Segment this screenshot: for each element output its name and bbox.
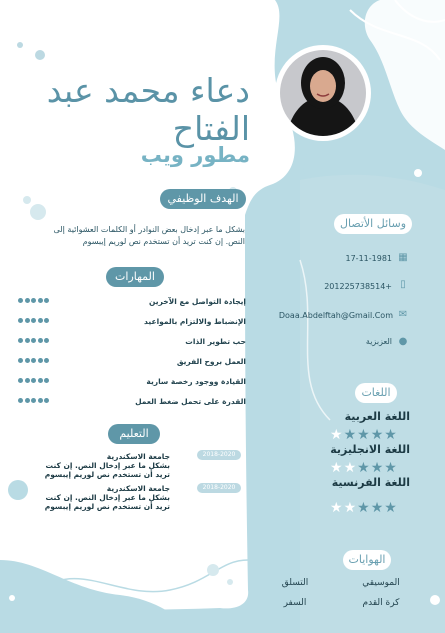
hobby-item: كرة القدم xyxy=(362,598,400,608)
star-icon: ★ xyxy=(330,427,343,443)
email-icon: ✉ xyxy=(398,309,408,320)
education-school: جامعة الاسكندرية xyxy=(106,484,170,493)
birth-date: 17-11-1981 xyxy=(345,254,392,263)
full-name-line1: دعاء محمد عبد xyxy=(46,71,250,110)
star-icon: ★ xyxy=(357,500,370,516)
skill-name: العمل بروح الفريق xyxy=(176,357,246,366)
skill-rating xyxy=(18,358,49,363)
education-desc: بشكل ما عبر إدخال النص. إن كنت xyxy=(45,461,170,470)
job-title: مطور ويب xyxy=(140,143,250,167)
star-icon: ★ xyxy=(370,460,384,476)
star-icon: ★ xyxy=(357,427,370,443)
hobbies-heading: الهوايات xyxy=(343,550,391,570)
photo-frame xyxy=(275,45,371,141)
phone-number: 201225738514+ xyxy=(324,282,392,291)
language-rating xyxy=(330,428,397,442)
star-icon: ★ xyxy=(343,427,357,443)
language-name: اللغة الفرنسية xyxy=(331,476,410,489)
education-years: 2018-2020 xyxy=(197,450,241,460)
language-name: اللغة العربية xyxy=(344,410,410,423)
full-name-line2: الفتاح xyxy=(172,109,250,148)
star-icon: ★ xyxy=(330,460,343,476)
nationality: العزبزية xyxy=(365,337,392,346)
language-name: اللغة الانجليزية xyxy=(330,443,410,456)
star-icon: ★ xyxy=(343,460,357,476)
skill-name: الإنضباط والالتزام بالمواعيد xyxy=(144,317,246,326)
objective-heading: الهدف الوظيفي xyxy=(160,189,246,209)
skill-name: حب تطوير الذات xyxy=(185,337,246,346)
skill-rating xyxy=(18,318,49,323)
education-years: 2018-2020 xyxy=(197,483,241,493)
skills-heading: المهارات xyxy=(106,267,164,287)
skill-name: القيادة ووجود رخصة سارية xyxy=(146,377,246,386)
skill-name: إيجادة التواصل مع الآخرين xyxy=(149,297,246,306)
education-school: جامعة الاسكندرية xyxy=(106,452,170,461)
profile-photo xyxy=(275,45,371,141)
objective-text: بشكل ما عبر إدخال بعض النوادر أو الكلمات العشوائية إلى النص. إن كنت تريد أن تستخدم نص لوريم إيبسوم xyxy=(53,225,245,246)
skill-rating xyxy=(18,338,49,343)
star-icon: ★ xyxy=(384,500,397,516)
skill-name: القدرة على تحمل ضغط العمل xyxy=(135,397,246,406)
star-icon: ★ xyxy=(384,460,397,476)
languages-heading: اللغات xyxy=(355,383,397,403)
hobby-item: التسلق xyxy=(281,578,309,588)
star-icon: ★ xyxy=(370,427,384,443)
skill-rating xyxy=(18,398,49,403)
education-desc: بشكل ما عبر إدخال النص. إن كنت xyxy=(45,493,170,502)
skill-rating xyxy=(18,298,49,303)
contact-heading: وسائل الأتصال xyxy=(334,214,412,234)
education-desc: تريد أن تستخدم نص لوريم إيبسوم xyxy=(44,502,170,511)
language-rating xyxy=(330,461,397,475)
hobby-item: السفر xyxy=(283,598,307,608)
location-icon: ● xyxy=(398,336,408,347)
skill-rating xyxy=(18,378,49,383)
language-rating xyxy=(330,501,397,515)
star-icon: ★ xyxy=(384,427,397,443)
phone-icon: ▯ xyxy=(400,279,406,290)
email-address: Doaa.Abdelftah@Gmail.Com xyxy=(278,311,393,320)
education-desc: تريد أن تستخدم نص لوريم إيبسوم xyxy=(44,470,170,479)
hobby-item: الموسيقي xyxy=(362,578,400,588)
star-icon: ★ xyxy=(330,500,343,516)
education-heading: التعليم xyxy=(108,424,160,444)
calendar-icon: ▦ xyxy=(398,252,408,263)
star-icon: ★ xyxy=(370,500,384,516)
star-icon: ★ xyxy=(357,460,370,476)
star-icon: ★ xyxy=(343,500,357,516)
